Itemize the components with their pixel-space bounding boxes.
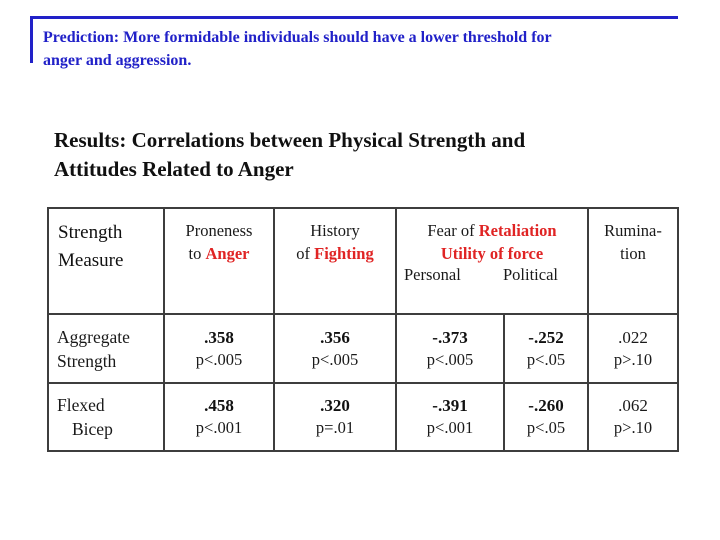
row-label-line-1: Aggregate <box>57 326 130 347</box>
prediction-line-2: anger and aggression. <box>43 52 192 69</box>
header-rule-horizontal <box>30 16 678 19</box>
row-label-aggregate-strength <box>48 314 164 383</box>
correlation-value: .320 <box>320 396 350 415</box>
p-value: p>.10 <box>613 418 653 437</box>
slide-title <box>54 126 674 184</box>
p-value: p=.01 <box>315 418 355 437</box>
correlation-value: .022 <box>618 327 648 347</box>
title-line-2: Attitudes Related to Anger <box>54 157 294 181</box>
strength-measure-line-2: Measure <box>58 250 124 271</box>
correlation-value: .358 <box>204 327 234 347</box>
p-value: p<.05 <box>526 349 566 369</box>
cell-bicep-rumination <box>588 383 678 451</box>
subheader-political: Political <box>503 265 558 284</box>
utility-of-force-line: Utility of force <box>440 244 544 263</box>
subheader-personal: Personal <box>404 265 461 284</box>
correlation-value: -.252 <box>528 327 564 347</box>
correlation-value: .356 <box>320 327 350 347</box>
col-header-strength-measure <box>48 208 164 314</box>
table-row-flexed-bicep <box>48 383 678 451</box>
retaliation-subheaders <box>397 265 587 288</box>
col-header-proneness-to-anger <box>164 208 274 314</box>
row-label-line-2: Strength <box>57 350 117 371</box>
fighting-header-line-1: History <box>310 221 360 240</box>
cell-aggregate-rumination <box>588 314 678 383</box>
cell-bicep-fighting <box>274 383 396 451</box>
retaliation-header-content <box>397 209 587 288</box>
row-label-line-2: Bicep <box>72 419 113 439</box>
p-value: p<.005 <box>311 349 359 369</box>
table-row-aggregate-strength <box>48 314 678 383</box>
cell-aggregate-political <box>504 314 588 383</box>
col-header-fear-of-retaliation <box>396 208 588 314</box>
p-value: p>.10 <box>613 349 653 369</box>
fighting-red-term: Fighting <box>314 244 374 263</box>
prediction-line-1: Prediction: More formidable individuals should have a lower threshold for <box>43 29 552 46</box>
col-header-history-of-fighting <box>274 208 396 314</box>
correlations-table <box>47 207 679 452</box>
cell-bicep-anger <box>164 383 274 451</box>
correlation-value: -.373 <box>432 327 468 347</box>
header-rule-vertical <box>30 16 33 63</box>
p-value: p<.005 <box>426 349 474 369</box>
correlation-value: -.260 <box>528 396 564 415</box>
cell-aggregate-fighting <box>274 314 396 383</box>
cell-aggregate-anger <box>164 314 274 383</box>
col-header-rumination <box>588 208 678 314</box>
title-line-1: Results: Correlations between Physical Strength and <box>54 128 526 152</box>
row-label-line-1: Flexed <box>57 395 105 415</box>
retaliation-red-term: Retaliation <box>478 221 557 240</box>
retaliation-header-lines <box>397 219 587 265</box>
correlation-value: .458 <box>204 396 234 415</box>
cell-aggregate-personal <box>396 314 504 383</box>
p-value: p<.05 <box>526 418 566 437</box>
correlation-value: .062 <box>618 396 648 415</box>
row-label-flexed-bicep <box>48 383 164 451</box>
prediction-text <box>43 26 693 72</box>
retaliation-line-1: Fear of Retaliation <box>427 221 557 240</box>
p-value: p<.001 <box>195 418 243 437</box>
cell-bicep-personal <box>396 383 504 451</box>
anger-header-line-2: to Anger <box>188 244 250 263</box>
p-value: p<.001 <box>426 418 474 437</box>
correlation-value: -.391 <box>432 396 468 415</box>
cell-bicep-political <box>504 383 588 451</box>
anger-red-term: Anger <box>205 244 250 263</box>
anger-header-line-1: Proneness <box>185 221 253 240</box>
fighting-header-line-2: of Fighting <box>296 244 374 263</box>
rumination-line-1: Rumina- <box>604 221 662 240</box>
p-value: p<.005 <box>195 349 243 369</box>
strength-measure-line-1: Strength <box>58 222 123 243</box>
table-header-row <box>48 208 678 314</box>
rumination-line-2: tion <box>620 244 646 263</box>
